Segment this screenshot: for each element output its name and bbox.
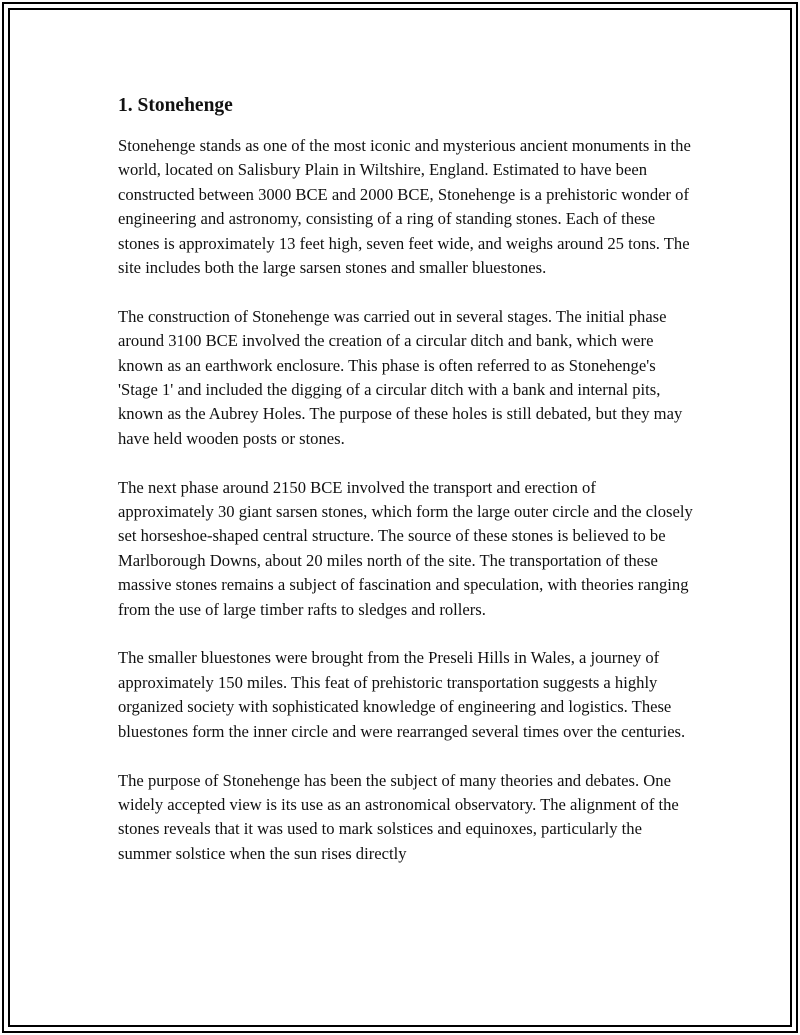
section-title: 1. Stonehenge <box>118 95 233 116</box>
paragraph-1: Stonehenge stands as one of the most iconic and mysterious ancient monuments in the world, located on Salisbury Plain in Wiltshire, England. Estimated to have been constructed between 3000 BCE and 2000 BCE, Stonehenge is a prehistoric wonder of engineering and astronomy, consisting of a ring of standing stones. Each of these stones is approximately 13 feet high, seven feet wide, and weighs around 25 tons. The site includes both the large sarsen stones and smaller bluestones. <box>118 136 691 278</box>
paragraph-5: The purpose of Stonehenge has been the subject of many theories and debates. One widely accepted view is its use as an astronomical observatory. The alignment of the stones reveals that it was used to mark solstices and equinoxes, particularly the summer solstice when the sun rises directly <box>118 770 679 863</box>
paragraph-2: The construction of Stonehenge was carried out in several stages. The initial phase around 3100 BCE involved the creation of a circular ditch and bank, which were known as an earthwork enclosure. This phase is often referred to as Stonehenge's 'Stage 1' and included the digging of a circular ditch with a bank and internal pits, known as the Aubrey Holes. The purpose of these holes is still debated, but they may have held wooden posts or stones. <box>118 306 683 448</box>
paragraph-4: The smaller bluestones were brought from the Preseli Hills in Wales, a journey of approximately 150 miles. This feat of prehistoric transportation suggests a highly organized society with sophisticated knowledge of engineering and logistics. These bluestones form the inner circle and were rearranged several times over the centuries. <box>118 648 686 741</box>
paragraph-3: The next phase around 2150 BCE involved the transport and erection of approximately 30 giant sarsen stones, which form the large outer circle and the closely set horseshoe-shaped central structure. The source of these stones is believed to be Marlborough Downs, about 20 miles north of the site. The transportation of these massive stones remains a subject of fascination and speculation, with theories ranging from the use of large timber rafts to sledges and rollers. <box>118 477 693 619</box>
document-body <box>118 92 693 891</box>
